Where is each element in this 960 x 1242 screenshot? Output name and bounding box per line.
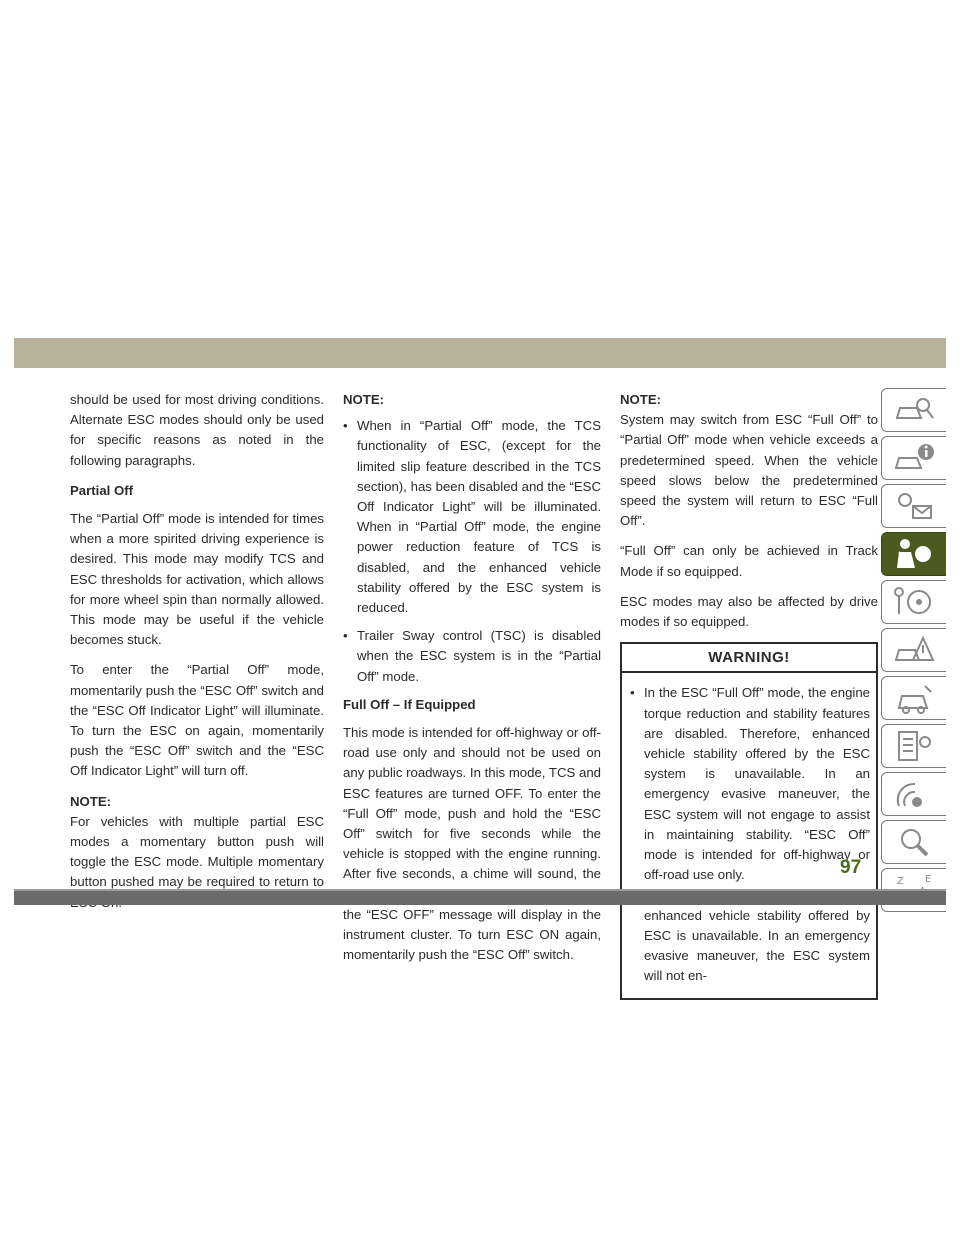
tab-car-service[interactable] xyxy=(881,676,946,720)
column-3 xyxy=(620,390,878,1000)
tab-media-navigation[interactable] xyxy=(881,772,946,816)
footer-rule xyxy=(14,889,946,905)
index-letter: Z xyxy=(897,876,904,887)
paragraph-drive-modes: ESC modes may also be affected by drive modes if so equipped. xyxy=(620,593,878,630)
header-band xyxy=(14,338,946,368)
list-item: • In the ESC “Full Off” mode, the engine torque reduction and stability features are disabled. Therefore, enhanced vehicle stability offered by the ESC system is unavailable. In an emergency evasive maneuver, the ESC system will not engage to assist in maintaining stability. “ESC Off” mode is intended for off-highway or off-road use only. xyxy=(630,683,870,885)
tab-car-info[interactable] xyxy=(881,436,946,480)
car-search-icon xyxy=(891,392,937,428)
warning-title: WARNING! xyxy=(622,644,876,673)
tab-car-search[interactable] xyxy=(881,388,946,432)
paragraph-enter-partial-off: To enter the “Partial Off” mode, momentarily push the “ESC Off” switch and the “ESC Off Indicator Light” will illuminate. To turn the ESC on again, momentarily push the “ESC Off” switch and the “ESC Off Indicator Light” will turn off. xyxy=(70,662,324,779)
column-2 xyxy=(343,390,601,975)
index-letter: E xyxy=(925,874,932,885)
paragraph-partial-off: The “Partial Off” mode is intended for times when a more spirited driving experience is desired. This mode may modify TCS and ESC thresholds for activation, which allows for more wheel spin than normally allowed. This mode may be useful if the vehicle becomes stuck. xyxy=(70,511,324,648)
key-steering-wheel-icon xyxy=(891,584,937,620)
list-item: • When in “Partial Off” mode, the TCS functionality of ESC, (except for the limited slip feature described in the TCS section), has been disabled and the “ESC Off Indicator Light” will be illuminated. When in “Partial Off” mode, the engine power reduction feature of TCS is disabled, and the enhanced vehicle stability offered by the ESC system is reduced. xyxy=(343,416,601,618)
paragraph-full-off: This mode is intended for off-highway or off-road use only and should not be used on any public roadways. In this mode, TCS and ESC features are turned OFF. To enter the “Full Off” mode, push and hold the “ESC Off” switch for five seconds while the vehicle is stopped with the engine running. After five seconds, a chime will sound, the the “ESC OFF” message will display in the instrument cluster. To turn ESC ON again, momentarily push the “ESC Off” switch. xyxy=(343,725,601,963)
tab-search[interactable] xyxy=(881,820,946,864)
column-1 xyxy=(70,390,324,923)
heading-full-off: Full Off – If Equipped xyxy=(343,696,476,712)
note-bullets xyxy=(343,416,601,687)
tab-car-warning[interactable] xyxy=(881,628,946,672)
note-text: For vehicles with multiple partial ESC modes a momentary button push will toggle the ESC mode. Multiple momentary button pushed may be required to return to xyxy=(70,813,324,890)
heading-partial-off: Partial Off xyxy=(70,482,134,498)
warning-bullets xyxy=(630,683,870,986)
page-number: 97 xyxy=(840,857,862,878)
tab-dashboard-lights[interactable] xyxy=(881,484,946,528)
note-label: NOTE: xyxy=(70,793,112,809)
paragraph-track-mode: “Full Off” can only be achieved in Track Mode if so equipped. xyxy=(620,543,878,579)
tab-seatbelt-airbag[interactable] xyxy=(881,532,946,576)
list-item: • enhanced vehicle stability offered by ESC is unavailable. In an emergency evasive maneuver, the ESC system will not en- xyxy=(630,885,870,986)
dashboard-lights-message-icon xyxy=(891,488,937,524)
tab-key-steering[interactable] xyxy=(881,580,946,624)
note-label: NOTE: xyxy=(620,392,662,407)
magnifier-icon xyxy=(891,824,937,860)
media-navigation-icon xyxy=(891,776,937,812)
paragraph-intro: should be used for most driving conditions. Alternate ESC modes should only be used for specific reasons as noted in the following paragraphs. xyxy=(70,392,324,468)
checklist-gear-icon xyxy=(891,728,937,764)
note-text: System may switch from ESC “Full Off” to “Partial Off” mode when vehicle exceeds a predetermined speed. When the vehicle speed slows below the predetermined speed the system will return to ESC “Full Off”. xyxy=(620,412,878,529)
car-info-icon xyxy=(891,440,937,476)
note-label: NOTE: xyxy=(343,392,385,407)
car-warning-icon xyxy=(891,632,937,668)
warning-box xyxy=(620,642,878,1000)
list-item: • Trailer Sway control (TSC) is disabled when the ESC system is in the “Partial Off” mode. xyxy=(343,626,601,687)
seatbelt-airbag-icon xyxy=(891,536,937,572)
section-tabs xyxy=(881,388,946,916)
tab-checklist[interactable] xyxy=(881,724,946,768)
car-service-icon xyxy=(891,680,937,716)
